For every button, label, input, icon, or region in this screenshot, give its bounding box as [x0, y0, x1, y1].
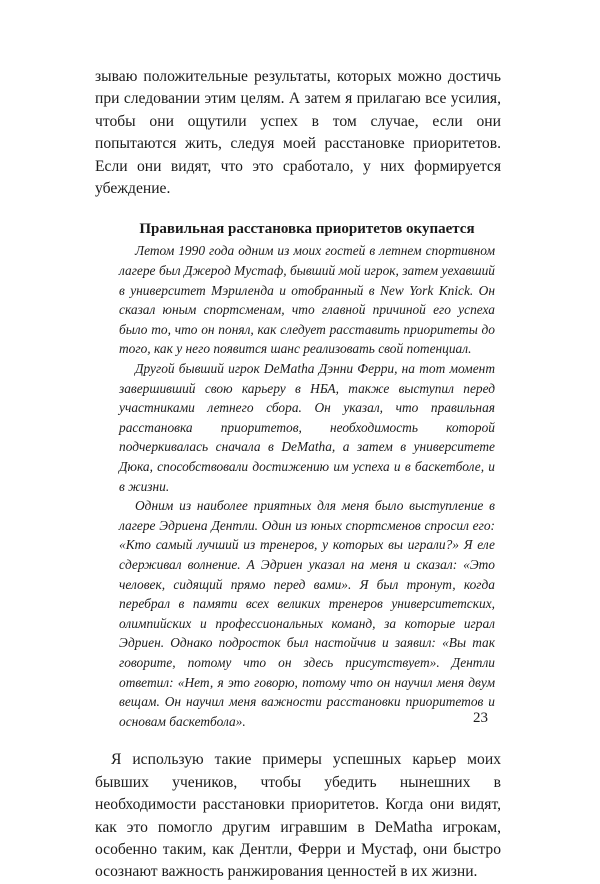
sidebar-paragraph-2: Другой бывший игрок DeMatha Дэнни Ферри, на тот момент завершивший свою карьеру в НБА, также выступил перед участниками летнего сбора. Он указал, что правильная расстановка приоритетов, необходимость которой подчеркивалась сначала в DeMatha, а затем в университете Дюка, способствовали достижению им успеха и в баскетболе, и в жизни. — [119, 361, 495, 494]
sidebar-heading: Правильная расстановка приоритетов окупается — [139, 221, 475, 238]
closing-paragraph: Я использую такие примеры успешных карьер моих бывших учеников, чтобы убедить нынешних в необходимости расстановки приоритетов. Когда они видят, как это помогло другим игравшим в DeMatha игрокам, особенно таким, как Дентли, Ферри и Мустаф, они быстро осознают важность ранжирования ценностей в их жизни. — [95, 751, 501, 881]
intro-paragraph: зываю положительные результаты, которых можно достичь при следовании этим целям. А затем я прилагаю все усилия, чтобы они ощутили успех в том случае, если они попытаются жить, следуя моей расстановке приоритетов. Если они видят, что это сработало, у них формируется убеждение. — [95, 68, 501, 198]
sidebar-box — [95, 219, 501, 731]
page-number: 23 — [473, 710, 488, 726]
book-page — [95, 66, 501, 884]
sidebar-paragraph-3: Одним из наиболее приятных для меня было выступление в лагере Эдриена Дентли. Один из юных спортсменов спросил его: «Кто самый лучший из тренеров, у которых вы играли?» Я еле сдерживал волнение. А Эдриен указал на меня и сказал: «Это человек, сидящий прямо перед вами». Я был тронут, когда перебрал в памяти всех великих тренеров университетских, олимпийских и профессиональных команд, за которые играл Эдриен. Однако подросток был настойчив и заявил: «Вы так говорите, потому что он здесь присутствует». Дентли ответил: «Нет, я это говорю, потому что он научил меня двум вещам. Он научил меня важности расстановки приоритетов и основам баскетбола». — [119, 498, 495, 729]
sidebar-paragraph-1: Летом 1990 года одним из моих гостей в летнем спортивном лагере был Джерод Мустаф, бывший мой игрок, затем уехавший в университет Мэриленда и отобранный в New York Knick. Он сказал юным спортсменам, что главной причиной его успеха было то, что он понял, как следует расставить приоритеты до того, как у него появится шанс реализовать свой потенциал. — [119, 243, 495, 357]
